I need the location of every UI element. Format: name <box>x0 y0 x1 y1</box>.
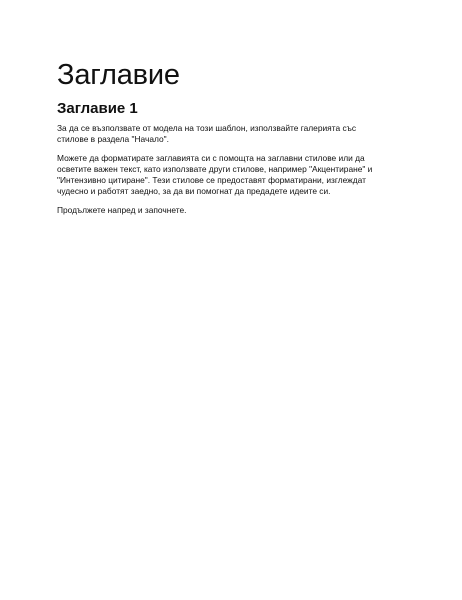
paragraph-intro: За да се възползвате от модела на този шаблон, използвайте галерията със стилове в раздела "Начало". <box>57 123 357 145</box>
heading-1: Заглавие 1 <box>57 100 138 117</box>
document-title: Заглавие <box>57 59 180 91</box>
paragraph-formatting: Можете да форматирате заглавията си с помощта на заглавни стилове или да осветите важен текст, като използвате други стилове, например "Акцентиране" и "Интензивно цитиране". Тези стилове се предоставят форматирани, изглеждат чудесно и работят заедно, за да ви помогнат да предадете идеите си. <box>57 152 373 197</box>
document-body <box>57 58 389 223</box>
paragraph-closing: Продължете напред и започнете. <box>57 204 187 215</box>
